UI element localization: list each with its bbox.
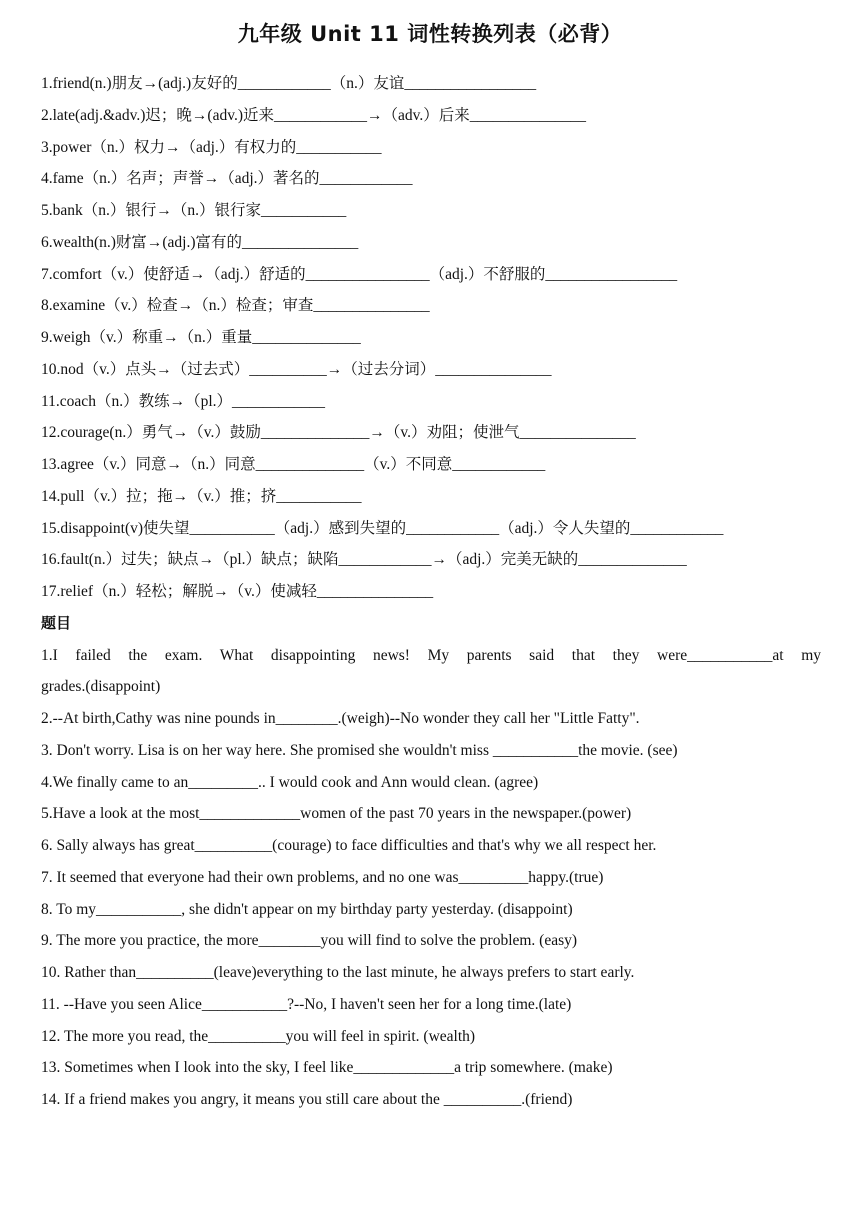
conversion-item: 10.nod（v.）点头→（过去式）__________→（过去分词）_______________ [41, 360, 552, 378]
exercise-item: 3. Don't worry. Lisa is on her way here. She promised she wouldn't miss ___________the movie. (see) [41, 741, 678, 759]
conversion-item: 5.bank（n.）银行→（n.）银行家___________ [41, 202, 347, 219]
exercise-item: 4.We finally came to an_________.. I would cook and Ann would clean. (agree) [41, 773, 539, 791]
conversion-item: 12.courage(n.）勇气→（v.）鼓励______________→（v.）劝阻；使泄气_______________ [41, 424, 636, 442]
exercise-item: 11. --Have you seen Alice___________?--No, I haven't seen her for a long time.(late) [41, 995, 572, 1013]
exercise-item-continued: grades.(disappoint) [41, 678, 161, 696]
conversion-item: 4.fame（n.）名声；声誉→（adj.）著名的____________ [41, 170, 413, 188]
conversion-item: 1.friend(n.)朋友→(adj.)友好的____________（n.）友谊_________________ [41, 75, 537, 92]
exercise-item: 2.--At birth,Cathy was nine pounds in________.(weigh)--No wonder they call her "Little Fatty". [41, 710, 640, 727]
worksheet-body [41, 68, 821, 1116]
conversion-item: 7.comfort（v.）使舒适→（adj.）舒适的________________（adj.）不舒服的_________________ [41, 265, 678, 283]
conversion-item: 8.examine（v.）检查→（n.）检查；审查_______________ [41, 297, 430, 315]
conversion-item: 11.coach（n.）教练→（pl.）____________ [41, 392, 325, 410]
conversion-item: 6.wealth(n.)财富→(adj.)富有的_______________ [41, 233, 359, 251]
conversion-item: 3.power（n.）权力→（adj.）有权力的___________ [41, 138, 382, 156]
conversion-item: 9.weigh（v.）称重→（n.）重量______________ [41, 329, 361, 346]
exercise-item: 9. The more you practice, the more________you will find to solve the problem. (easy) [41, 932, 578, 950]
conversion-item: 14.pull（v.）拉；拖→（v.）推；挤___________ [41, 487, 362, 505]
exercise-item: 7. It seemed that everyone had their own problems, and no one was_________happy.(true) [41, 868, 604, 886]
section-heading: 题目 [41, 613, 72, 632]
exercise-item: 1.I failed the exam. What disappointing news! My parents said that they were___________at my [41, 646, 821, 664]
exercise-item: 13. Sometimes when I look into the sky, I feel like_____________a trip somewhere. (make) [41, 1059, 613, 1077]
exercise-item: 6. Sally always has great__________(courage) to face difficulties and that's why we all respect her. [41, 837, 657, 854]
conversion-item: 13.agree（v.）同意→（n.）同意______________（v.）不同意____________ [41, 456, 546, 473]
conversion-item: 16.fault(n.）过失；缺点→（pl.）缺点；缺陷____________→（adj.）完美无缺的______________ [41, 551, 687, 569]
conversion-item: 17.relief（n.）轻松；解脱→（v.）使减轻_______________ [41, 583, 434, 600]
exercise-item: 14. If a friend makes you angry, it means you still care about the __________.(friend) [41, 1091, 573, 1108]
exercise-item: 8. To my___________, she didn't appear on my birthday party yesterday. (disappoint) [41, 900, 573, 918]
page-title: 九年级 Unit 11 词性转换列表（必背） [237, 22, 623, 46]
exercise-item: 12. The more you read, the__________you will feel in spirit. (wealth) [41, 1027, 476, 1045]
exercise-item: 10. Rather than__________(leave)everything to the last minute, he always prefers to start early. [41, 964, 635, 981]
conversion-item: 15.disappoint(v)使失望___________（adj.）感到失望的____________（adj.）令人失望的____________ [41, 519, 724, 537]
conversion-item: 2.late(adj.&adv.)迟；晚→(adv.)近来____________→（adv.）后来_______________ [41, 106, 587, 124]
exercise-item: 5.Have a look at the most_____________women of the past 70 years in the newspaper.(power) [41, 805, 632, 823]
